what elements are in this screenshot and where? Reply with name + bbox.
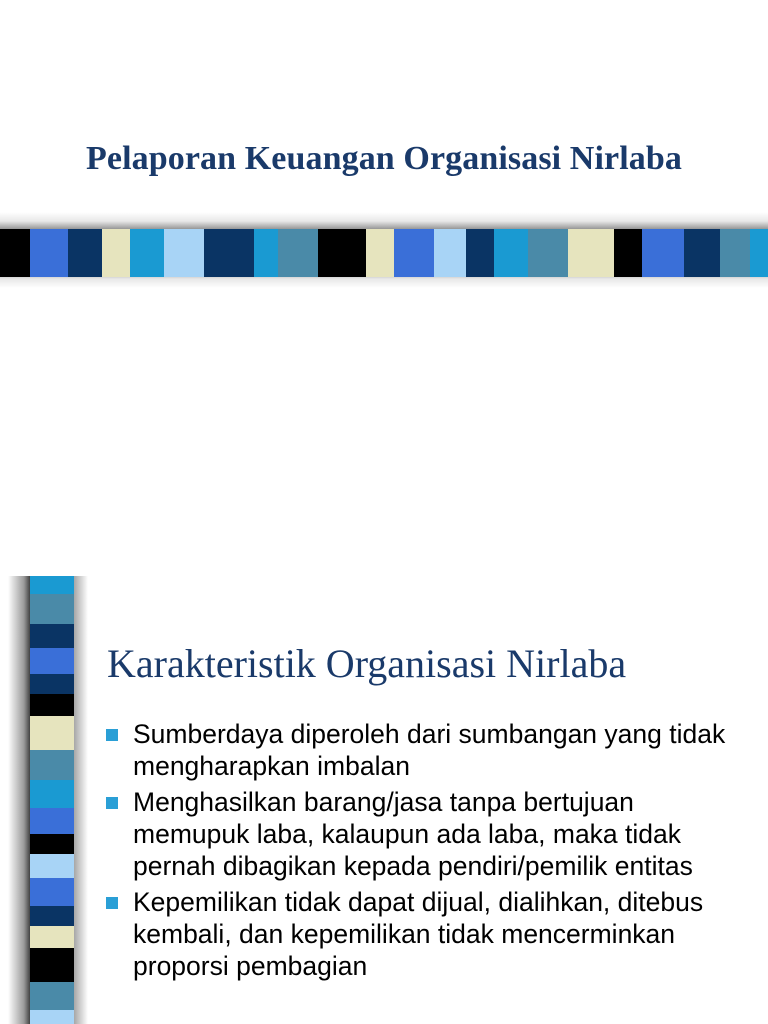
decorative-block — [30, 854, 74, 878]
decorative-block — [366, 229, 394, 277]
decorative-block — [30, 624, 74, 648]
decorative-block — [568, 229, 614, 277]
decorative-block — [204, 229, 254, 277]
square-bullet-icon — [106, 797, 118, 809]
decorative-block — [30, 229, 68, 277]
slide-title: Karakteristik Organisasi Nirlaba — [107, 641, 627, 686]
square-bullet-icon — [106, 729, 118, 741]
decorative-block — [30, 648, 74, 674]
decorative-block — [528, 229, 568, 277]
decorative-block — [30, 716, 74, 750]
decorative-block — [30, 948, 74, 982]
bullet-text: Kepemilikan tidak dapat dijual, dialihkan, ditebus kembali, dan kepemilikan tidak mencerminkan proporsi pembagian — [133, 887, 704, 981]
bullet-item — [106, 718, 756, 782]
decorative-block — [30, 1010, 74, 1024]
bullet-item — [106, 786, 756, 882]
decorative-block — [30, 982, 74, 1010]
decorative-block — [30, 906, 74, 926]
square-bullet-icon — [106, 897, 118, 909]
bullet-item — [106, 886, 756, 982]
decorative-block — [394, 229, 434, 277]
decorative-block — [0, 229, 30, 277]
decorative-block — [30, 576, 74, 594]
decorative-block — [30, 926, 74, 948]
decorative-block-strip — [0, 229, 768, 277]
decorative-block — [30, 780, 74, 808]
decorative-block — [750, 229, 768, 277]
decorative-block — [614, 229, 642, 277]
decorative-block — [30, 594, 74, 624]
decorative-block — [494, 229, 528, 277]
decorative-block — [30, 808, 74, 834]
decorative-block — [434, 229, 466, 277]
decorative-block — [68, 229, 102, 277]
decorative-block — [278, 229, 318, 277]
bullet-list — [106, 718, 756, 986]
decorative-block — [30, 878, 74, 906]
decorative-block — [466, 229, 494, 277]
slide-2 — [0, 576, 768, 1024]
decorative-block — [642, 229, 684, 277]
decorative-block — [30, 694, 74, 716]
slide-title: Pelaporan Keuangan Organisasi Nirlaba — [86, 140, 682, 177]
decorative-block — [130, 229, 164, 277]
bullet-text: Menghasilkan barang/jasa tanpa bertujuan memupuk laba, kalaupun ada laba, maka tidak pernah dibagikan kepada pendiri/pemilik entitas — [133, 787, 693, 881]
decorative-block — [164, 229, 204, 277]
decorative-block — [254, 229, 278, 277]
decorative-block — [318, 229, 366, 277]
decorative-block — [30, 674, 74, 694]
decorative-block-strip-vertical — [30, 576, 74, 1024]
decorative-block — [102, 229, 130, 277]
decorative-block — [30, 834, 74, 854]
decorative-block — [30, 750, 74, 780]
bullet-text: Sumberdaya diperoleh dari sumbangan yang tidak mengharapkan imbalan — [133, 719, 726, 781]
decorative-block — [720, 229, 750, 277]
decorative-block — [684, 229, 720, 277]
